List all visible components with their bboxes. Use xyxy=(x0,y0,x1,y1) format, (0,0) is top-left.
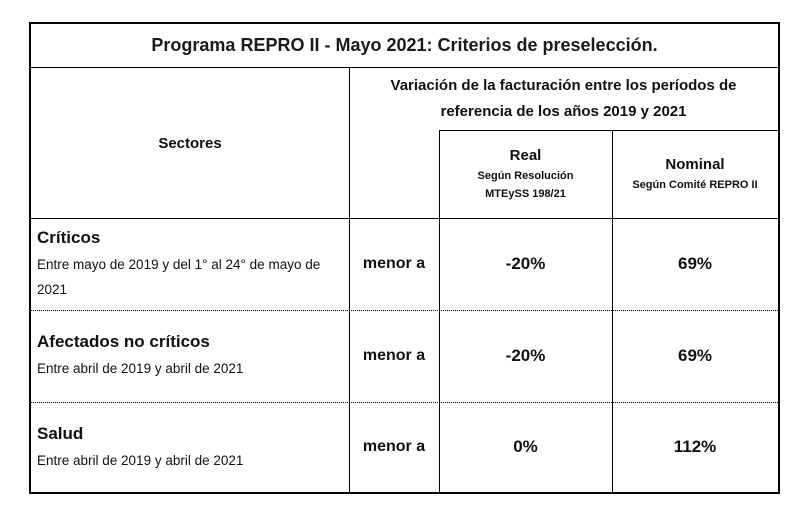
sector-period: Entre abril de 2019 y abril de 2021 xyxy=(37,453,244,468)
comparator: menor a xyxy=(362,255,426,272)
header-real-label: Real xyxy=(509,147,542,164)
header-nominal-label: Nominal xyxy=(665,156,725,173)
column-divider xyxy=(439,130,440,492)
table-row-sector xyxy=(31,218,349,310)
sector-period: Entre abril de 2019 y abril de 2021 xyxy=(37,361,244,376)
header-real xyxy=(439,132,612,218)
sector-name: Salud xyxy=(37,424,84,443)
real-value: -20% xyxy=(505,346,546,365)
nominal-value: 112% xyxy=(673,437,717,456)
sector-name: Críticos xyxy=(37,228,101,247)
header-sectores: Sectores xyxy=(158,134,222,152)
criteria-table xyxy=(29,22,780,494)
header-nominal xyxy=(612,132,778,218)
header-variacion: Variación de la facturación entre los períodos de referencia de los años 2019 y 2021 xyxy=(390,77,737,120)
column-divider xyxy=(349,68,350,492)
table-row-sector xyxy=(31,402,349,492)
header-real-sub1: Según Resolución xyxy=(477,170,574,182)
comparator: menor a xyxy=(362,347,426,364)
table-title: Programa REPRO II - Mayo 2021: Criterios de preselección. xyxy=(31,24,778,68)
nominal-value: 69% xyxy=(677,254,713,273)
row-divider xyxy=(31,402,778,403)
header-nominal-sub: Según Comité REPRO II xyxy=(632,179,758,191)
table-row-sector xyxy=(31,310,349,402)
real-value: 0% xyxy=(513,437,538,456)
comparator: menor a xyxy=(362,438,426,455)
column-divider xyxy=(612,130,613,492)
real-value: -20% xyxy=(505,254,546,273)
sector-period: Entre mayo de 2019 y del 1° al 24° de mayo de 2021 xyxy=(37,257,321,297)
header-divider xyxy=(31,218,778,219)
header-real-sub2: MTEySS 198/21 xyxy=(485,188,566,200)
row-divider xyxy=(31,310,778,311)
nominal-value: 69% xyxy=(677,346,713,365)
sector-name: Afectados no críticos xyxy=(37,332,210,351)
row-divider xyxy=(439,130,778,131)
